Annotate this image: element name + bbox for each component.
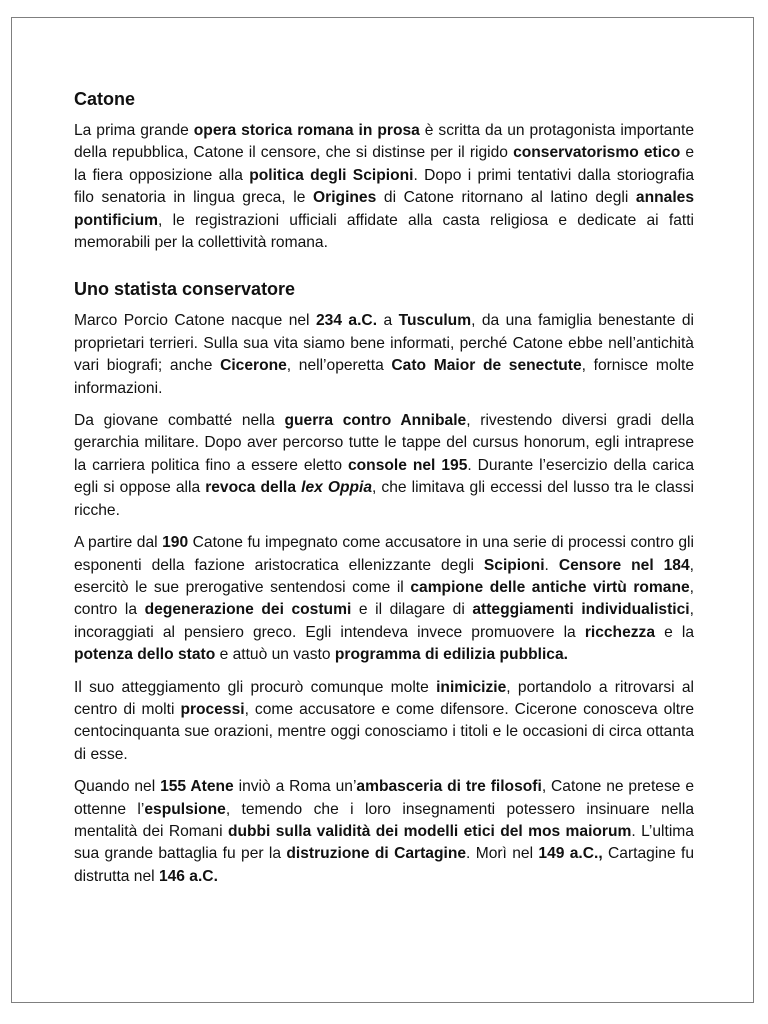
paragraph [74, 310, 694, 400]
text-run: campione delle antiche virtù romane [410, 578, 690, 596]
text-run: di Catone ritornano al latino degli [376, 189, 636, 207]
text-run: 155 Atene [160, 778, 234, 796]
text-run: e la [655, 623, 694, 641]
text-run: Scipioni [483, 556, 545, 574]
text-run: , contro la [74, 578, 694, 619]
text-run: , le registrazioni ufficiali affidate alla casta religiosa e dedicate ai fatti memorabili per la collettività romana. [74, 211, 694, 252]
text-run: , esercitò le sue prerogative sentendosi come il [74, 556, 694, 596]
text-run: , portandolo a ritrovarsi al centro di molti [74, 678, 694, 718]
text-run: annales pontificium [74, 189, 694, 229]
text-run: distruzione di Cartagine [286, 845, 467, 863]
section-statista-body [74, 310, 694, 888]
document-content [74, 88, 694, 898]
section-catone-body [74, 120, 694, 254]
text-run: , Catone ne pretese e ottenne l’ [74, 778, 694, 818]
text-run: , che limitava gli eccessi del lusso tra le classi ricche. [74, 479, 694, 519]
text-run: Cicerone [220, 357, 287, 375]
text-run: Catone fu impegnato come accusatore in una serie di processi contro gli esponenti della fazione aristocratica ellenizzante degli [74, 534, 694, 574]
text-run: ambasceria di tre filosofi [356, 778, 542, 796]
text-run: guerra contro Annibale [284, 412, 467, 430]
text-run: opera storica romana in prosa [193, 122, 420, 139]
text-run: politica degli Scipioni [249, 166, 414, 184]
text-run: Quando nel [74, 778, 161, 796]
section-title-catone: Catone [74, 89, 136, 109]
text-run: potenza dello stato [74, 646, 216, 664]
text-run: programma di edilizia pubblica. [334, 646, 568, 664]
text-run: Cato Maior de senectute [391, 357, 582, 375]
text-run: console nel 195 [347, 456, 468, 474]
text-run: inviò a Roma un’ [233, 778, 357, 796]
text-run: è scritta da un protagonista importante della repubblica, Catone il censore, che si distinse per il rigido [74, 122, 694, 162]
text-run: , incoraggiati al pensiero greco. Egli intendeva invece promuovere la [74, 601, 694, 641]
text-run: , fornisce molte informazioni. [74, 357, 695, 397]
paragraph [74, 776, 694, 888]
paragraph [74, 120, 694, 254]
document-page [11, 17, 754, 1003]
text-run: e la fiera opposizione alla [74, 144, 694, 184]
text-run: Il suo atteggiamento gli procurò comunque molte [74, 678, 437, 696]
text-run: . Dopo i primi tentativi dalla storiografia filo senatoria in lingua greca, le [74, 166, 695, 207]
paragraph [74, 532, 694, 666]
text-run: . Morì nel [466, 845, 539, 863]
text-run: Censore nel 184 [558, 556, 690, 574]
text-run: Cartagine fu distrutta nel [74, 845, 694, 885]
text-run: e il dilagare di [351, 601, 473, 619]
text-run: lex Oppia [301, 479, 373, 497]
text-run: espulsione [144, 800, 226, 818]
text-run: 149 a.C., [538, 845, 603, 863]
text-run: . [544, 556, 559, 574]
text-run: revoca della [205, 479, 302, 497]
text-run: A partire dal [74, 534, 163, 552]
text-run: , temendo che i loro insegnamenti potessero insinuare nella mentalità dei Romani [74, 800, 694, 840]
text-run: Marco Porcio Catone nacque nel [74, 312, 316, 330]
text-run: , da una famiglia benestante di proprietari terrieri. Sulla sua vita siamo bene informati, perché Catone ebbe nell’antichità vari biografi; anche [74, 312, 694, 375]
text-run: , come accusatore e come difensore. Cicerone conosceva oltre centocinquanta sue orazioni, mentre oggi conosciamo i titoli e le occasioni di circa ottanta di esse. [74, 700, 694, 763]
text-run: 190 [162, 534, 189, 552]
paragraph [74, 410, 694, 522]
text-run: , rivestendo diversi gradi della gerarchia militare. Dopo aver percorso tutte le tappe del cursus honorum, egli intraprese la carriera politica fino a essere eletto [74, 412, 695, 474]
text-run: atteggiamenti individualistici [472, 601, 690, 619]
text-run: La prima grande [74, 122, 194, 139]
text-run: degenerazione dei costumi [144, 601, 352, 619]
text-run: Tusculum [398, 312, 472, 330]
text-run: . Durante l’esercizio della carica egli si oppose alla [74, 456, 695, 497]
text-run: 146 a.C. [158, 867, 218, 885]
text-run: a [377, 312, 399, 330]
text-run: 234 a.C. [315, 312, 378, 330]
section-title-statista: Uno statista conservatore [74, 279, 296, 300]
text-run: , nell’operetta [286, 357, 392, 375]
text-run: ricchezza [584, 623, 656, 641]
text-run: Origines [313, 189, 377, 207]
text-run: . L’ultima sua grande battaglia fu per la [74, 822, 694, 863]
text-run: dubbi sulla validità dei modelli etici del mos maiorum [227, 822, 632, 840]
text-run: e attuò un vasto [215, 646, 335, 664]
text-run: processi [180, 700, 245, 718]
text-run: Da giovane combatté nella [74, 412, 285, 430]
paragraph [74, 677, 694, 767]
text-run: conservatorismo etico [513, 144, 681, 162]
text-run: inimicizie [436, 678, 507, 696]
